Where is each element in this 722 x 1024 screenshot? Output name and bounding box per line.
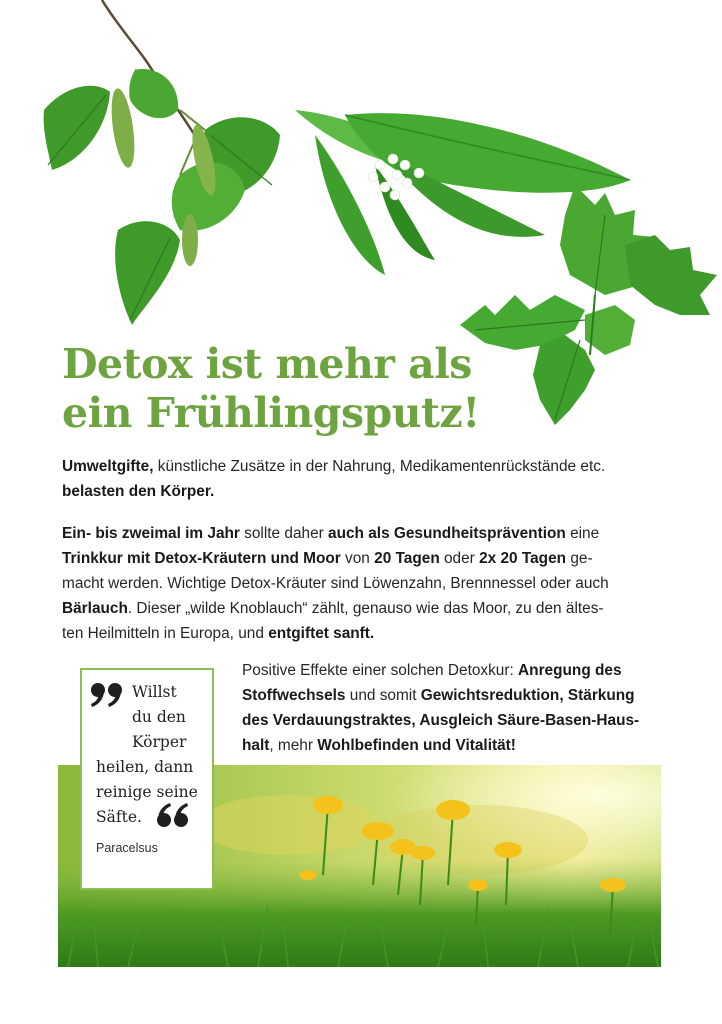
text-bold: entgiftet sanft.	[268, 625, 375, 642]
text: , mehr	[269, 737, 318, 754]
headline-line-2: ein Frühlingsputz!	[62, 389, 480, 437]
text-bold: Wohlbefinden und Vitalität!	[317, 737, 516, 754]
paragraph-pollutants	[62, 454, 662, 504]
quote-line: heilen, dann	[96, 758, 194, 776]
nettle-illustration	[455, 175, 720, 430]
text: und somit	[345, 687, 421, 704]
text: macht werden. Wichtige Detox-Kräuter sind Löwenzahn, Brennnessel oder auch	[62, 575, 609, 592]
text: ten Heilmitteln in Europa, und	[62, 625, 269, 642]
quote-box	[80, 668, 214, 890]
text-bold: Trinkkur mit Detox-Kräutern und Moor	[62, 550, 341, 567]
quote-line: Willst	[132, 683, 177, 701]
text: künstliche Zusätze in der Nahrung, Medikamentenrückstände etc.	[153, 458, 606, 475]
text-bold: belasten den Körper.	[62, 483, 215, 500]
text-bold: 20 Tagen	[374, 550, 440, 567]
text-bold: Ein- bis zweimal im Jahr	[62, 525, 240, 542]
headline-line-1: Detox ist mehr als	[62, 340, 472, 388]
quote-line: reinige seine	[96, 783, 198, 801]
text: sollte daher	[239, 525, 329, 542]
text-bold: Gewichtsreduktion, Stärkung	[420, 687, 635, 704]
text: oder	[439, 550, 480, 567]
text: . Dieser „wilde Knoblauch“ zählt, genauso wie das Moor, zu den ältes-	[127, 600, 604, 617]
text-bold: des Verdauungstraktes, Ausgleich Säure-Basen-Haus-	[242, 712, 640, 729]
page-headline	[62, 340, 482, 438]
open-quote-icon	[90, 682, 124, 708]
text-bold: Anregung des	[518, 662, 622, 679]
quote-author: Paracelsus	[96, 841, 158, 855]
quote-line: du den	[132, 708, 186, 726]
text: eine	[565, 525, 600, 542]
paragraph-detox-cure	[62, 521, 662, 646]
text-bold: 2x 20 Tagen	[479, 550, 567, 567]
close-quote-icon	[155, 802, 189, 828]
text: ge-	[566, 550, 593, 567]
birch-branch-illustration	[40, 0, 300, 330]
text-bold: Stoffwechsels	[242, 687, 346, 704]
paragraph-positive-effects	[242, 658, 662, 758]
text-bold: Umweltgifte,	[62, 458, 154, 475]
text-bold: halt	[242, 737, 270, 754]
quote-line: Körper	[132, 733, 187, 751]
text: Positive Effekte einer solchen Detoxkur:	[242, 662, 519, 679]
text-bold: auch als Gesundheitsprävention	[328, 525, 566, 542]
quote-line: Säfte.	[96, 808, 142, 826]
text-bold: Bärlauch	[62, 600, 128, 617]
text: von	[340, 550, 375, 567]
